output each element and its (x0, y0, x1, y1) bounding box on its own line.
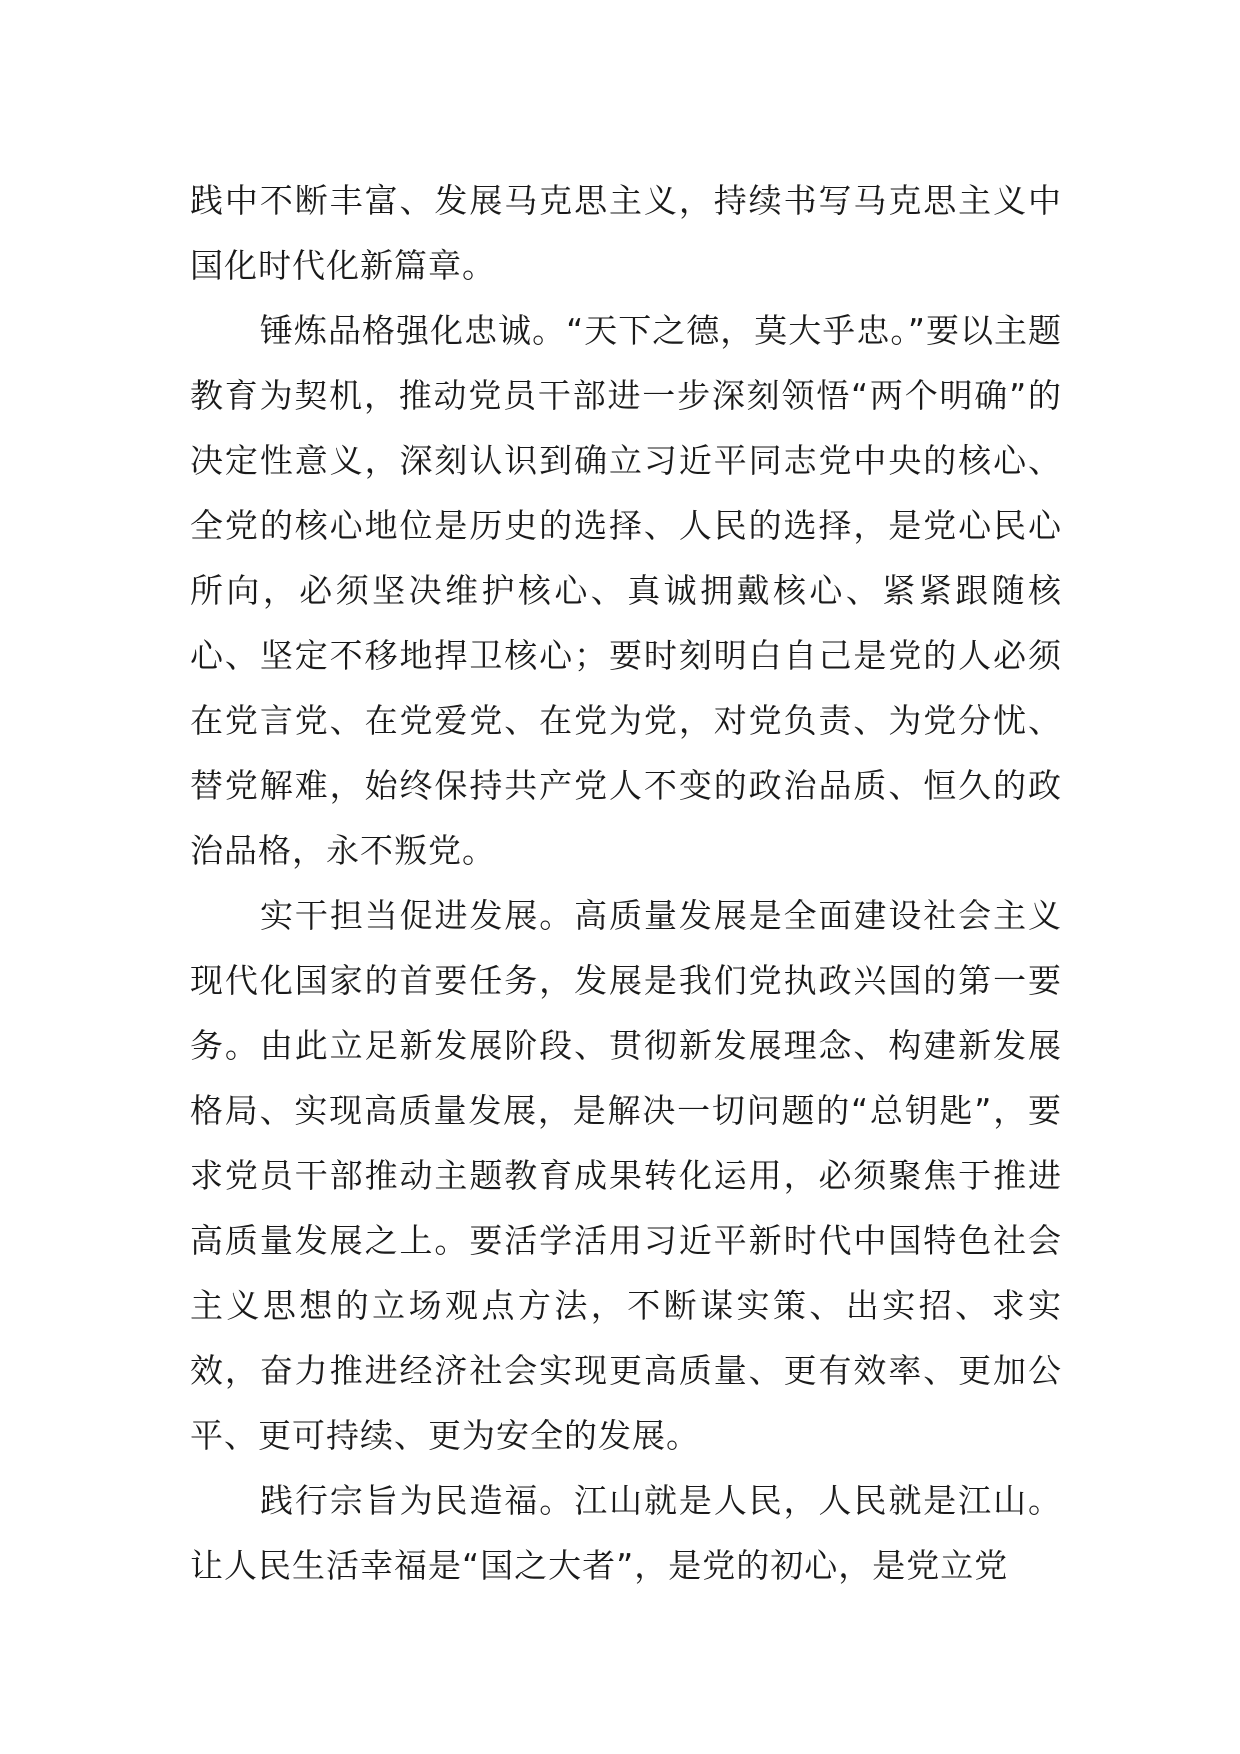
paragraph-development: 实干担当促进发展。高质量发展是全面建设社会主义现代化国家的首要任务，发展是我们党执政兴国的第一要务。由此立足新发展阶段、贯彻新发展理念、构建新发展格局、实现高质量发展，是解决一切问题的“总钥匙”，要求党员干部推动主题教育成果转化运用，必须聚焦于推进高质量发展之上。要活学活用习近平新时代中国特色社会主义思想的立场观点方法，不断谋实策、出实招、求实效，奋力推进经济社会实现更高质量、更有效率、更加公平、更可持续、更为安全的发展。 (190, 896, 1062, 1455)
paragraph-loyalty: 锤炼品格强化忠诚。“天下之德，莫大乎忠。”要以主题教育为契机，推动党员干部进一步深刻领悟“两个明确”的决定性意义，深刻认识到确立习近平同志党中央的核心、全党的核心地位是历史的选择、人民的选择，是党心民心所向，必须坚决维护核心、真诚拥戴核心、紧紧跟随核心、坚定不移地捍卫核心；要时刻明白自己是党的人必须在党言党、在党爱党、在党为党，对党负责、为党分忧、替党解难，始终保持共产党人不变的政治品质、恒久的政治品格，永不叛党。 (190, 311, 1062, 870)
paragraph-people: 践行宗旨为民造福。江山就是人民，人民就是江山。让人民生活幸福是“国之大者”，是党的初心，是党立党 (190, 1481, 1062, 1585)
paragraph-continuation: 践中不断丰富、发展马克思主义，持续书写马克思主义中国化时代化新篇章。 (190, 181, 1062, 285)
body-text (190, 168, 1062, 1598)
